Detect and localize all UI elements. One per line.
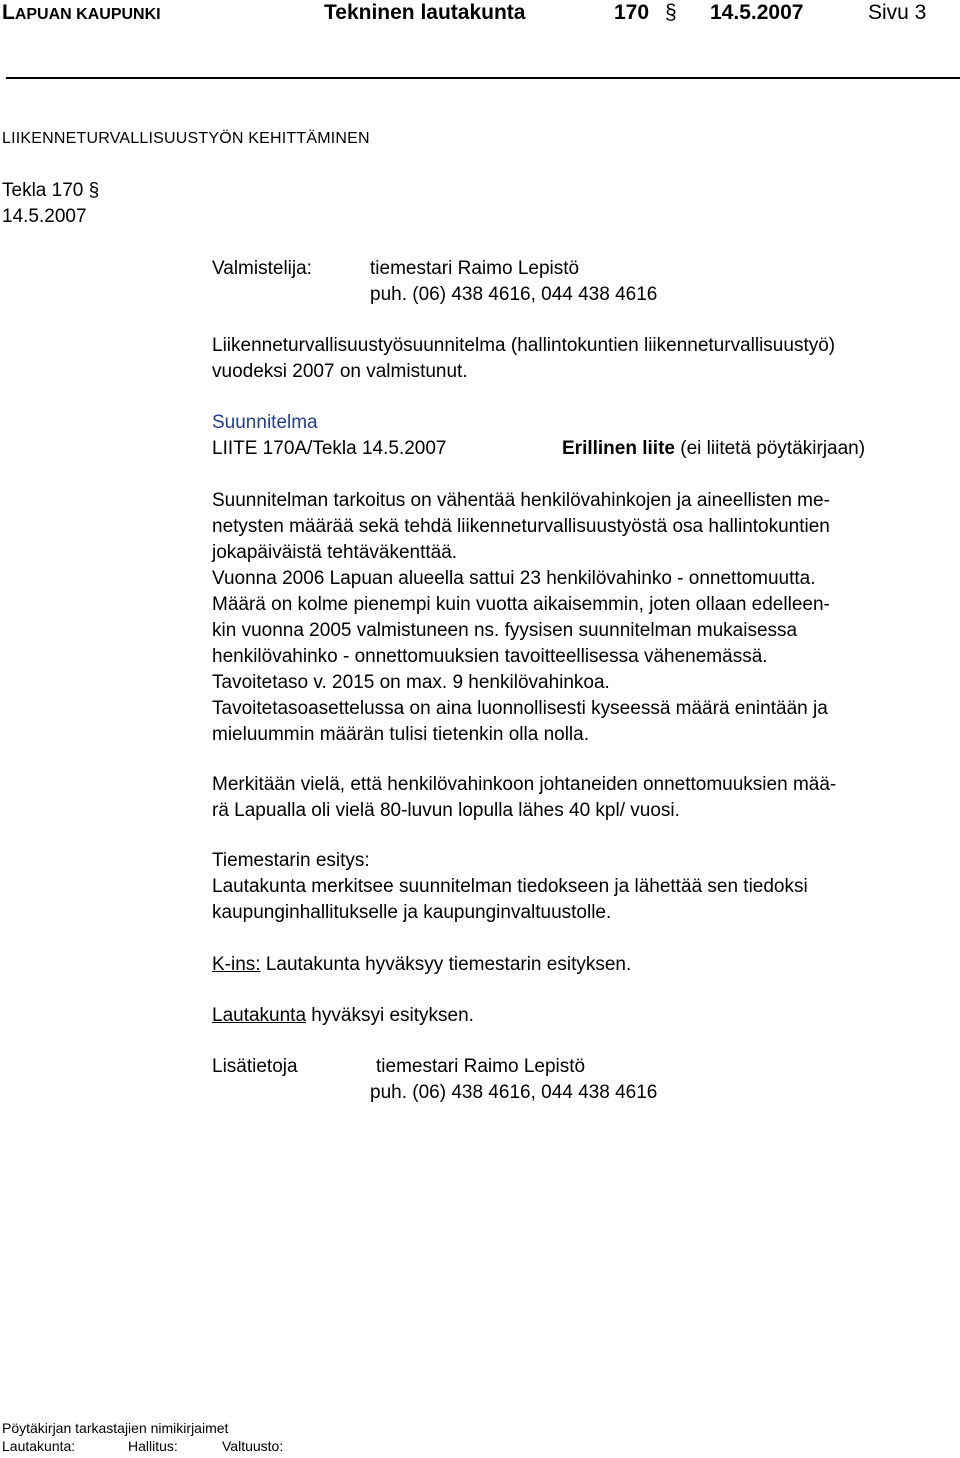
committee-name: Tekninen lautakunta <box>324 1 526 24</box>
body-paragraph <box>212 488 952 748</box>
footer-valtuusto: Valtuusto: <box>222 1438 284 1454</box>
more-info-name: tiemestari Raimo Lepistö <box>376 1056 586 1077</box>
organization-name: LAPUAN KAUPUNKI <box>2 1 161 24</box>
decision-line: Lautakunta hyväksyi esityksen. <box>212 1005 474 1026</box>
body-line: Tavoitetasoasettelussa on aina luonnollisesti kyseessä määrä enintään ja <box>212 698 828 719</box>
footer-hallitus: Hallitus: <box>128 1438 178 1454</box>
body-line: jokapäiväistä tehtäväkenttää. <box>212 542 458 563</box>
reference-line-1: Tekla 170 § <box>2 180 100 201</box>
attachment-title: Suunnitelma <box>212 412 318 433</box>
body-line: kin vuonna 2005 valmistuneen ns. fyysisen suunnitelman mukaisessa <box>212 620 798 641</box>
body-line: Suunnitelman tarkoitus on vähentää henkilövahinkojen ja aineellisten me- <box>212 490 830 511</box>
body-line: Määrä on kolme pienempi kuin vuotta aikaisemmin, joten ollaan edelleen- <box>212 594 830 615</box>
preparer-phone: puh. (06) 438 4616, 044 438 4616 <box>370 284 658 305</box>
k-ins-line: K-ins: Lautakunta hyväksyy tiemestarin esityksen. <box>212 954 632 975</box>
reference-line-2: 14.5.2007 <box>2 206 87 227</box>
section-symbol: § <box>665 1 677 24</box>
meeting-date: 14.5.2007 <box>710 1 804 24</box>
more-info-label: Lisätietoja <box>212 1056 298 1077</box>
section-title: LIIKENNETURVALLISUUSTYÖN KEHITTÄMINEN <box>2 130 370 147</box>
preparer-name: tiemestari Raimo Lepistö <box>370 258 580 279</box>
footer-initials-label: Pöytäkirjan tarkastajien nimikirjaimet <box>2 1420 229 1436</box>
header-rule <box>6 77 960 79</box>
attachment-note: Erillinen liite (ei liitetä pöytäkirjaan) <box>562 438 866 459</box>
note-line: rä Lapualla oli vielä 80-luvun lopulla lähes 40 kpl/ vuosi. <box>212 800 680 821</box>
body-line: Tavoitetaso v. 2015 on max. 9 henkilövahinkoa. <box>212 672 610 693</box>
body-line: henkilövahinko - onnettomuuksien tavoitteellisessa vähenemässä. <box>212 646 768 667</box>
note-line: Merkitään vielä, että henkilövahinkoon johtaneiden onnettomuuksien mää- <box>212 774 837 795</box>
page-number: Sivu 3 <box>868 1 927 24</box>
section-symbol: § <box>88 180 100 201</box>
k-ins-label: K-ins: <box>212 954 261 975</box>
note-paragraph <box>212 772 952 824</box>
footer-lautakunta: Lautakunta: <box>2 1438 76 1454</box>
proposal-line: kaupunginhallitukselle ja kaupunginvaltuustolle. <box>212 902 612 923</box>
body-line: Vuonna 2006 Lapuan alueella sattui 23 henkilövahinko - onnettomuutta. <box>212 568 816 589</box>
more-info-phone: puh. (06) 438 4616, 044 438 4616 <box>370 1082 658 1103</box>
proposal-line: Lautakunta merkitsee suunnitelman tiedokseen ja lähettää sen tiedoksi <box>212 876 808 897</box>
attachment-ref: LIITE 170A/Tekla 14.5.2007 <box>212 438 447 459</box>
meeting-number: 170 <box>614 1 650 24</box>
decision-label: Lautakunta <box>212 1005 307 1026</box>
proposal-paragraph <box>212 848 952 926</box>
intro-paragraph <box>212 333 952 385</box>
proposal-title: Tiemestarin esitys: <box>212 850 370 871</box>
preparer-label: Valmistelija: <box>212 258 312 279</box>
intro-line: vuodeksi 2007 on valmistunut. <box>212 361 468 382</box>
body-line: netysten määrää sekä tehdä liikenneturvallisuustyöstä osa hallintokuntien <box>212 516 830 537</box>
intro-line: Liikenneturvallisuustyösuunnitelma (hallintokuntien liikenneturvallisuustyö) <box>212 335 836 356</box>
body-line: mieluummin määrän tulisi tietenkin olla nolla. <box>212 724 590 745</box>
